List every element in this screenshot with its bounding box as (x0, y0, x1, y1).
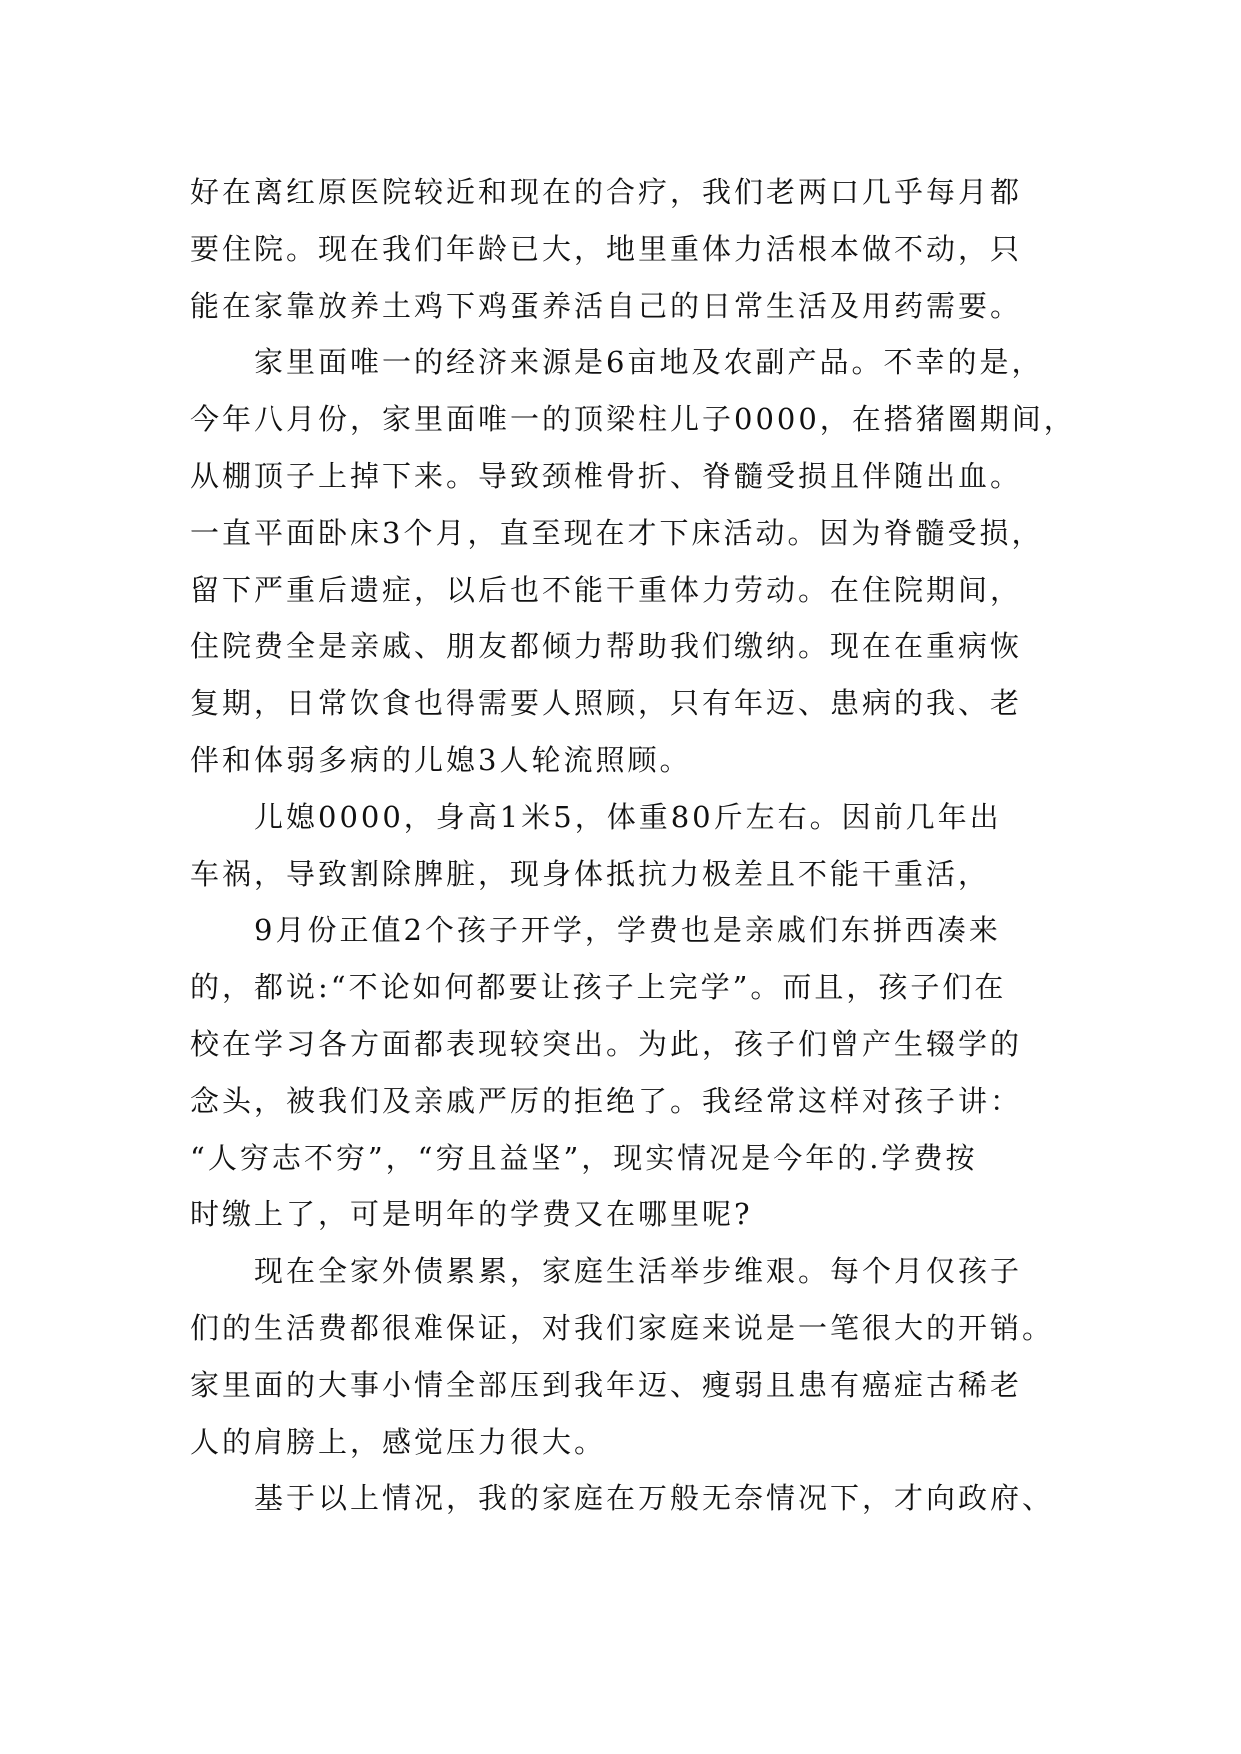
text-line: 好在离红原医院较近和现在的合疗，我们老两口几乎每月都 (190, 175, 1023, 209)
text-line: 复期，日常饮食也得需要人照顾，只有年迈、患病的我、老 (190, 686, 1023, 721)
text-line: 能在家靠放养土鸡下鸡蛋养活自己的日常生活及用药需要。 (190, 288, 1023, 323)
text-line: 人的肩膀上，感觉压力很大。 (190, 1424, 607, 1459)
text-line: 9月份正值2个孩子开学，学费也是亲戚们东拼西凑来 (254, 913, 1001, 948)
text-line: 从棚顶子上掉下来。导致颈椎骨折、脊髓受损且伴随出血。 (190, 458, 1023, 493)
text-line: 伴和体弱多病的儿媳3人轮流照顾。 (190, 742, 692, 777)
text-line: 住院费全是亲戚、朋友都倾力帮助我们缴纳。现在在重病恢 (190, 629, 1023, 664)
text-line: 今年八月份，家里面唯一的顶梁柱儿子0000，在搭猪圈期间， (190, 402, 1076, 437)
text-line: 念头，被我们及亲戚严厉的拒绝了。我经常这样对孩子讲： (190, 1083, 1023, 1118)
text-line: 一直平面卧床3个月，直至现在才下床活动。因为脊髓受损， (190, 515, 1044, 550)
text-line: “人穷志不穷”，“穷且益坚”，现实情况是今年的.学费按 (190, 1140, 978, 1175)
text-line: 的，都说:“不论如何都要让孩子上完学”。而且，孩子们在 (190, 970, 1007, 1005)
text-line: 家里面唯一的经济来源是6亩地及农副产品。不幸的是， (254, 345, 1044, 380)
text-line: 要住院。现在我们年龄已大，地里重体力活根本做不动，只 (190, 231, 1023, 266)
document-body (190, 164, 1076, 1527)
text-line: 留下严重后遗症，以后也不能干重体力劳动。在住院期间， (190, 572, 1023, 607)
text-line: 家里面的大事小情全部压到我年迈、瘦弱且患有癌症古稀老 (190, 1367, 1023, 1402)
text-line: 时缴上了，可是明年的学费又在哪里呢? (190, 1197, 753, 1232)
text-line: 儿媳0000，身高1米5，体重80斤左右。因前几年出 (254, 799, 1002, 834)
text-line: 现在全家外债累累，家庭生活举步维艰。每个月仅孩子 (254, 1254, 1023, 1289)
text-line: 校在学习各方面都表现较突出。为此，孩子们曾产生辍学的 (190, 1026, 1023, 1061)
text-line: 车祸，导致割除脾脏，现身体抵抗力极差且不能干重活， (190, 856, 991, 891)
text-line: 基于以上情况，我的家庭在万般无奈情况下，才向政府、 (254, 1481, 1055, 1516)
text-line: 们的生活费都很难保证，对我们家庭来说是一笔很大的开销。 (190, 1310, 1055, 1345)
